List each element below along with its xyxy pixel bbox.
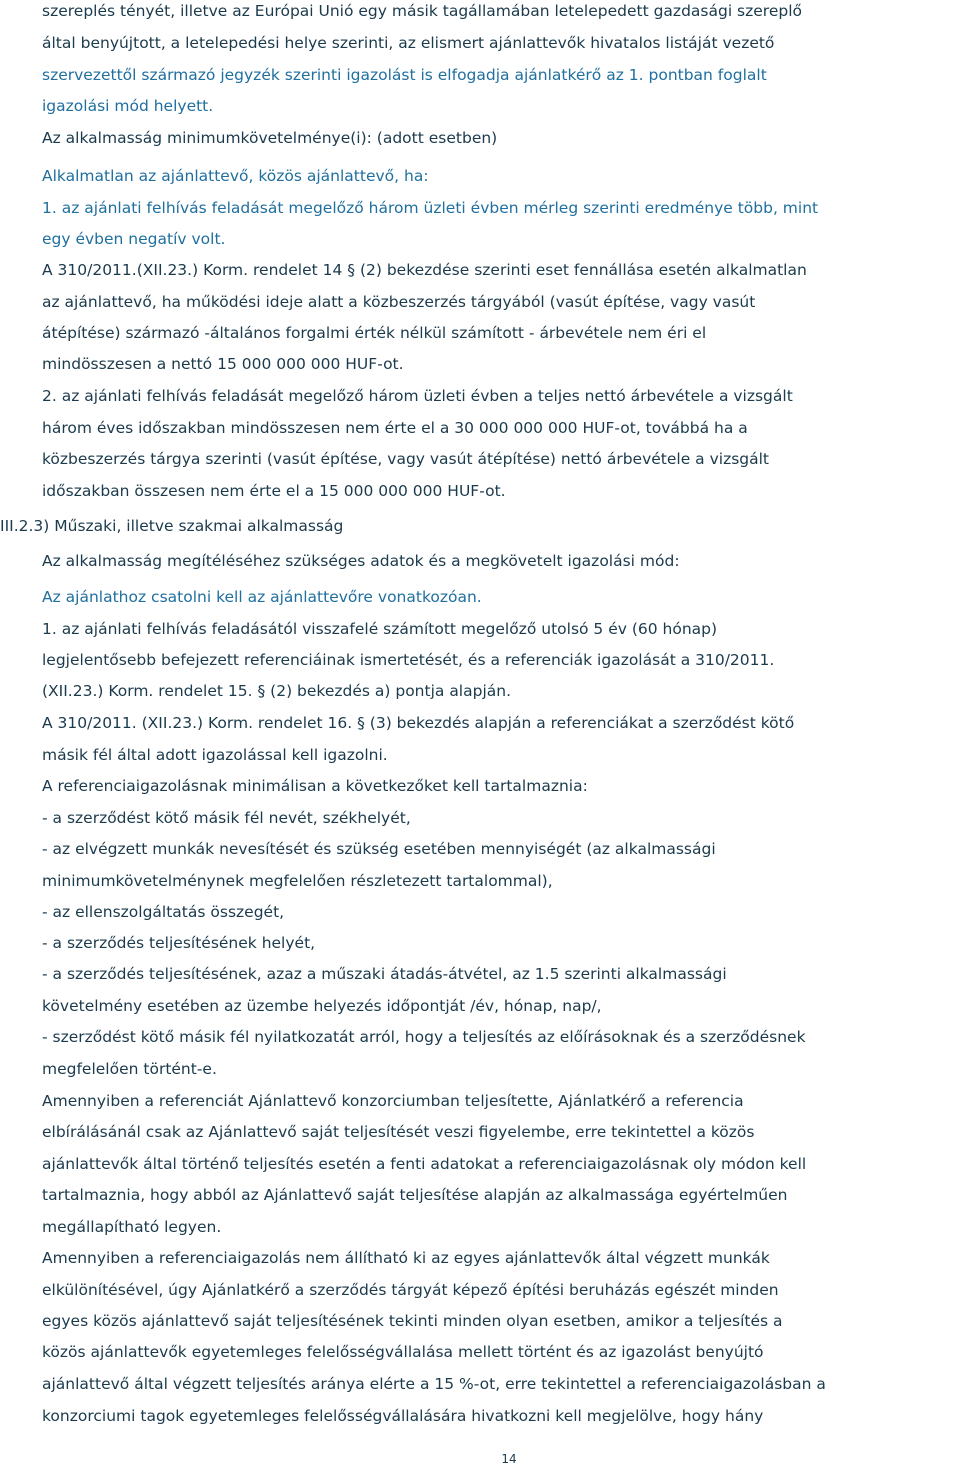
text-line: - az ellenszolgáltatás összegét, [42, 903, 285, 921]
text-line: Az alkalmasság minimumkövetelménye(i): (adott esetben) [42, 129, 498, 147]
section-heading: III.2.3) Műszaki, illetve szakmai alkalmasság [0, 517, 344, 535]
text-line: 2. az ajánlati felhívás feladását megelőző három üzleti évben a teljes nettó árbevétele a vizsgált [42, 387, 793, 405]
text-line: követelmény esetében az üzembe helyezés időpontját /év, hónap, nap/, [42, 997, 602, 1015]
text-line: A 310/2011.(XII.23.) Korm. rendelet 14 § (2) bekezdése szerinti eset fennállása esetén alkalmatlan [42, 261, 807, 279]
page-number: 14 [501, 1452, 517, 1466]
text-line: egyes közös ajánlattevő saját teljesítésének tekinti minden olyan esetben, amikor a teljesítés a [42, 1312, 783, 1330]
text-line: - szerződést kötő másik fél nyilatkozatát arról, hogy a teljesítés az előírásoknak és a szerződésnek [42, 1028, 806, 1046]
text-line: Amennyiben a referenciát Ajánlattevő konzorciumban teljesítette, Ajánlatkérő a referencia [42, 1092, 744, 1110]
text-line: másik fél által adott igazolással kell igazolni. [42, 746, 388, 764]
text-line: ajánlattevők által történő teljesítés esetén a fenti adatokat a referenciaigazolásnak oly módon kell [42, 1155, 807, 1173]
text-line: (XII.23.) Korm. rendelet 15. § (2) bekezdés a) pontja alapján. [42, 682, 512, 700]
text-line: elkülönítésével, úgy Ajánlatkérő a szerződés tárgyát képező építési beruházás egészét minden [42, 1281, 779, 1299]
text-line: három éves időszakban mindösszesen nem érte el a 30 000 000 000 HUF-ot, továbbá ha a [42, 419, 748, 437]
text-line: 1. az ajánlati felhívás feladását megelőző három üzleti évben mérleg szerinti eredménye több, mint [42, 199, 819, 217]
text-line: 1. az ajánlati felhívás feladásától visszafelé számított megelőző utolsó 5 év (60 hónap) [42, 620, 718, 638]
text-line: Alkalmatlan az ajánlattevő, közös ajánlattevő, ha: [42, 167, 429, 185]
text-line: minimumkövetelménynek megfelelően részletezett tartalommal), [42, 872, 553, 890]
text-line: - a szerződést kötő másik fél nevét, székhelyét, [42, 809, 411, 827]
text-line: közbeszerzés tárgya szerinti (vasút építése, vagy vasút átépítése) nettó árbevétele a vizsgált [42, 450, 770, 468]
text-line: - a szerződés teljesítésének helyét, [42, 934, 316, 952]
text-line: A referenciaigazolásnak minimálisan a következőket kell tartalmaznia: [42, 777, 588, 795]
text-line: egy évben negatív volt. [42, 230, 226, 248]
text-line: tartalmaznia, hogy abból az Ajánlattevő saját teljesítése alapján az alkalmassága egyértelműen [42, 1186, 788, 1204]
text-line: konzorciumi tagok egyetemleges felelősségvállalására hivatkozni kell megjelölve, hogy hány [42, 1407, 764, 1425]
text-line: - a szerződés teljesítésének, azaz a műszaki átadás-átvétel, az 1.5 szerinti alkalmassági [42, 965, 727, 983]
text-line: legjelentősebb befejezett referenciáinak ismertetését, és a referenciák igazolását a 310/2011. [42, 651, 775, 669]
text-line: elbírálásánál csak az Ajánlattevő saját teljesítését veszi figyelembe, erre tekintettel a közös [42, 1123, 755, 1141]
text-line: mindösszesen a nettó 15 000 000 000 HUF-ot. [42, 355, 404, 373]
text-line: megállapítható legyen. [42, 1218, 222, 1236]
text-line: átépítése) származó -általános forgalmi érték nélkül számított - árbevétele nem éri el [42, 324, 707, 342]
text-line: Az alkalmasság megítéléséhez szükséges adatok és a megkövetelt igazolási mód: [42, 552, 680, 570]
text-line: - az elvégzett munkák nevesítését és szükség esetében mennyiségét (az alkalmassági [42, 840, 716, 858]
text-line: ajánlattevő által végzett teljesítés aránya elérte a 15 %-ot, erre tekintettel a referenciaigazolásban a [42, 1375, 826, 1393]
text-line: az ajánlattevő, ha működési ideje alatt a közbeszerzés tárgyából (vasút építése, vagy vasút [42, 293, 756, 311]
text-line: szereplés tényét, illetve az Európai Unió egy másik tagállamában letelepedett gazdasági szereplő [42, 2, 802, 20]
text-line: által benyújtott, a letelepedési helye szerinti, az elismert ajánlattevők hivatalos listáját vezető [42, 34, 775, 52]
text-line: szervezettől származó jegyzék szerinti igazolást is elfogadja ajánlatkérő az 1. pontban foglalt [42, 66, 767, 84]
text-line: közös ajánlattevők egyetemleges felelősségvállalása mellett történt és az igazolást benyújtó [42, 1343, 764, 1361]
text-line: megfelelően történt-e. [42, 1060, 217, 1078]
text-line: Az ajánlathoz csatolni kell az ajánlattevőre vonatkozóan. [42, 588, 482, 606]
text-line: időszakban összesen nem érte el a 15 000 000 000 HUF-ot. [42, 482, 506, 500]
text-line: A 310/2011. (XII.23.) Korm. rendelet 16. § (3) bekezdés alapján a referenciákat a szerződést kötő [42, 714, 795, 732]
text-line: Amennyiben a referenciaigazolás nem állítható ki az egyes ajánlattevők által végzett munkák [42, 1249, 770, 1267]
text-line: igazolási mód helyett. [42, 97, 214, 115]
